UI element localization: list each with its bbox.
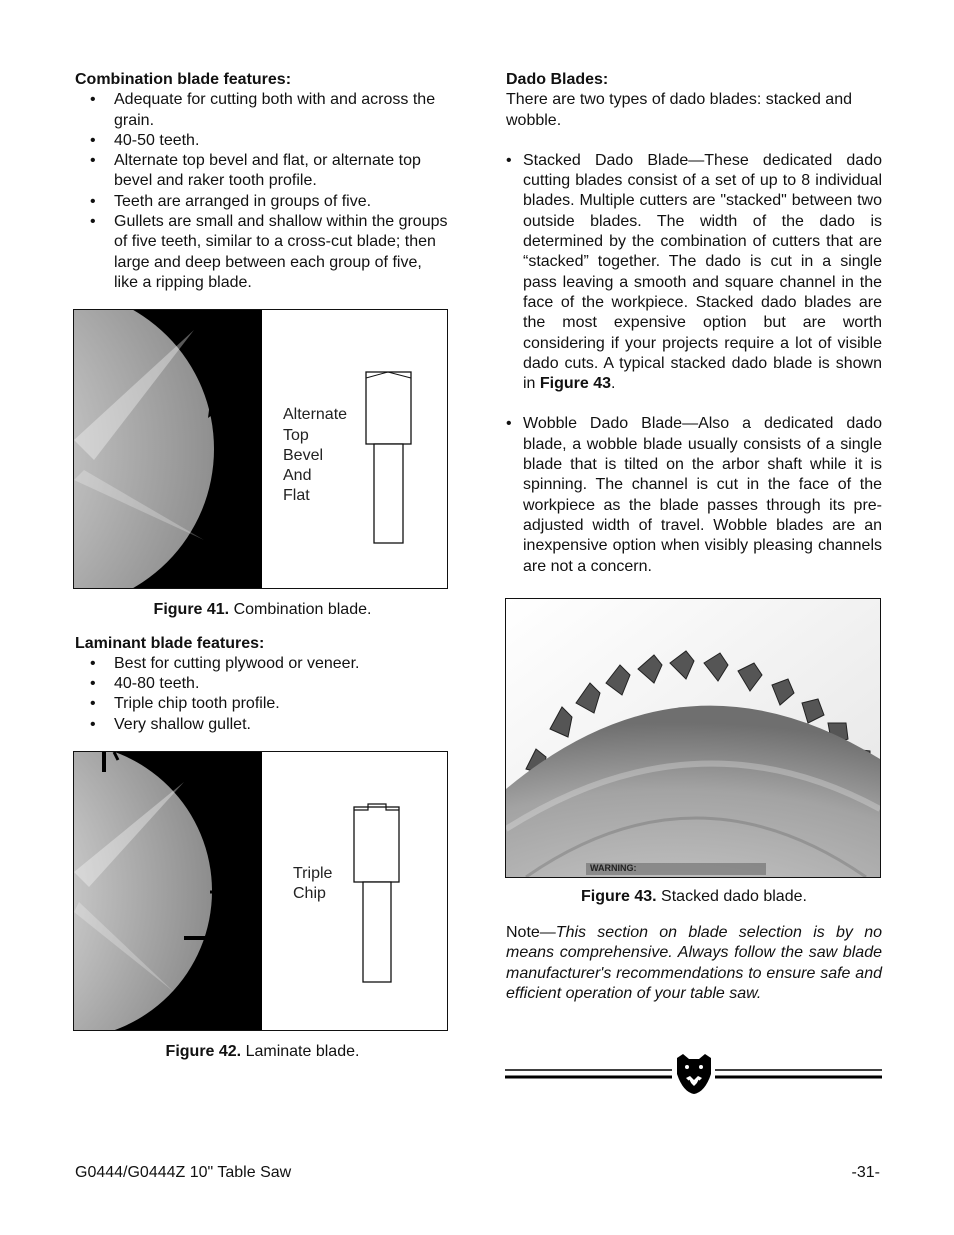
bear-head-icon xyxy=(505,1050,882,1096)
diagram-label-line: Triple xyxy=(293,865,333,883)
laminant-heading: Laminant blade features: xyxy=(75,634,265,652)
list-item: • Triple chip tooth profile. xyxy=(75,694,450,714)
caption-text: Combination blade. xyxy=(229,601,372,619)
list-item: • Alternate top bevel and flat, or alternate top bevel and raker tooth profile. xyxy=(75,151,450,192)
list-item: • Gullets are small and shallow within the groups of five teeth, similar to a cross-cut blade; then large and deep between each group of five, like a ripping blade. xyxy=(75,212,450,293)
combination-features-list xyxy=(75,90,450,293)
wobble-dado-text: Wobble Dado Blade—Also a dedicated dado blade, a wobble blade usually consists of a single blade that is tilted on the arbor shaft while it is spinning. The channel is cut in the face of the workpiece as the blade passes through its pre-adjusted width of travel. Wobble blades are an inexpensive option when visibly pleasing channels are not a concern. xyxy=(523,415,882,575)
note-prefix: Note— xyxy=(506,924,556,942)
note-text: This section on blade selection is by no means comprehensive. Always follow the saw blade manufacturer's recommendations to ensure safe and efficient operation of your table saw. xyxy=(506,924,882,1003)
alternate-top-bevel-label xyxy=(283,405,347,506)
figure-41-caption xyxy=(75,600,450,620)
caption-text: Stacked dado blade. xyxy=(656,887,807,905)
list-item: • 40-50 teeth. xyxy=(75,131,450,151)
figure-reference: Figure 43 xyxy=(539,375,612,393)
caption-prefix: Figure 43. xyxy=(581,887,657,905)
stacked-dado-text: Stacked Dado Blade—These dedicated dado cutting blades consist of a set of up to 8 individual blades. Multiple cutters are "stacked" between two outside blades. The width of the dado is determined by the combination of cutters that are “stacked” together. The dado is cut in a single pass leaving a smooth and square channel in the face of the workpiece. Stacked dado blades are the most expensive option but are worth considering if your projects require a lot of visible dado cuts. A typical stacked dado blade is shown in xyxy=(523,151,882,393)
list-item xyxy=(506,414,882,576)
list-item xyxy=(506,151,882,395)
footer-model: G0444/G0444Z 10" Table Saw xyxy=(75,1164,292,1181)
dado-intro: There are two types of dado blades: stacked and wobble. xyxy=(506,91,852,129)
left-column xyxy=(75,70,450,1062)
dado-types-list xyxy=(506,151,882,577)
caption-prefix: Figure 42. xyxy=(165,1043,242,1061)
figure-42-caption xyxy=(75,1042,450,1062)
figure-42-image xyxy=(73,751,448,1031)
sentence-end: . xyxy=(611,375,616,393)
section-divider xyxy=(505,1050,882,1096)
combination-blade-illustration xyxy=(74,310,447,588)
list-item: • Best for cutting plywood or veneer. xyxy=(75,654,450,674)
list-item: • Teeth are arranged in groups of five. xyxy=(75,192,450,212)
combination-heading: Combination blade features: xyxy=(75,71,292,88)
diagram-label-line: And xyxy=(283,467,312,485)
figure-41-image xyxy=(73,309,448,589)
list-item: • 40-80 teeth. xyxy=(75,674,450,694)
diagram-label-line: Chip xyxy=(293,885,326,903)
caption-prefix: Figure 41. xyxy=(153,601,230,619)
diagram-label-line: Flat xyxy=(283,487,310,505)
figure-43-image xyxy=(505,598,881,878)
laminant-features-list xyxy=(75,654,450,735)
page-number: -31- xyxy=(851,1164,880,1181)
diagram-label-line: Bevel xyxy=(283,446,324,464)
figure-43-caption xyxy=(506,887,882,907)
laminate-blade-illustration xyxy=(74,752,447,1030)
list-item: • Adequate for cutting both with and across the grain. xyxy=(75,90,450,131)
dado-heading: Dado Blades: xyxy=(506,71,609,88)
warning-label: WARNING: xyxy=(590,862,637,873)
stacked-dado-blade-photo xyxy=(506,599,880,877)
right-column xyxy=(506,70,882,1004)
triple-chip-label xyxy=(293,864,332,905)
diagram-label-line: Top xyxy=(283,426,309,444)
list-item: • Very shallow gullet. xyxy=(75,715,450,735)
caption-text: Laminate blade. xyxy=(241,1043,360,1061)
diagram-label-line: Alternate xyxy=(283,406,348,424)
note-paragraph xyxy=(506,923,882,1004)
